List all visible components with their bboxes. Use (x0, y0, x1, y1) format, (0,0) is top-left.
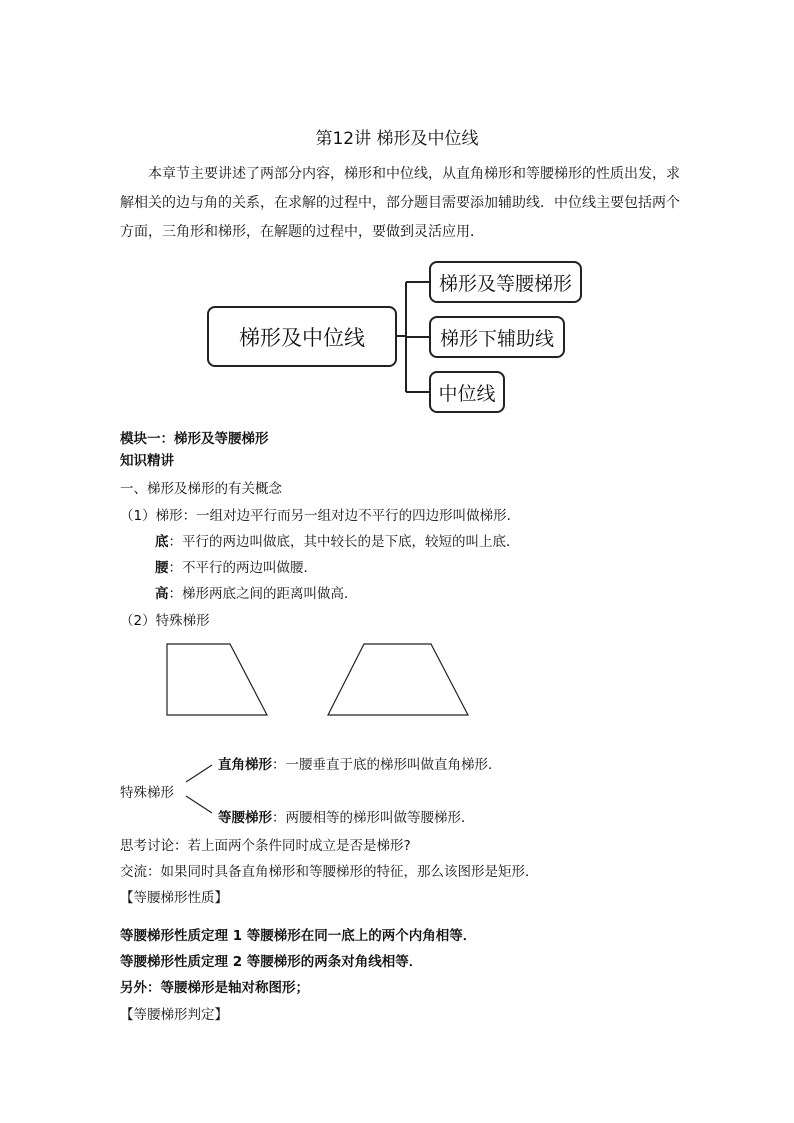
definition-label: 直角梯形 (218, 757, 272, 773)
mindmap-main-label: 梯形及中位线 (239, 325, 365, 350)
mindmap-branch-label: 梯形下辅助线 (439, 327, 554, 350)
module-heading: 模块一：梯形及等腰梯形 (120, 431, 269, 447)
definition-label: （1）梯形 (120, 508, 183, 524)
right-trapezoid-figure (167, 644, 267, 715)
special-trapezoid-label: 特殊梯形 (120, 785, 174, 801)
definition-label: 高 (155, 586, 169, 602)
definition-text: ：不平行的两边叫做腰． (168, 560, 317, 576)
judgement-heading: 【等腰梯形判定】 (120, 1007, 228, 1023)
also-note: 另外：等腰梯形是轴对称图形； (120, 980, 309, 996)
theorem-1: 等腰梯形性质定理 1 等腰梯形在同一底上的两个内角相等． (120, 928, 477, 944)
brace-line-upper (186, 765, 212, 782)
mindmap-branch-label: 中位线 (438, 382, 496, 405)
think-question: 思考讨论：若上面两个条件同时成立是否是梯形? (120, 838, 411, 854)
section-heading: 一、梯形及梯形的有关概念 (120, 481, 282, 497)
page-title: 第12讲 梯形及中位线 (315, 129, 479, 149)
definition-text: ：一腰垂直于底的梯形叫做直角梯形． (272, 757, 502, 773)
definition-text: ：平行的两边叫做底，其中较长的是下底，较短的叫上底． (168, 534, 520, 550)
definition-text: ：梯形两底之间的距离叫做高． (168, 586, 358, 602)
definition-label: 等腰梯形 (218, 810, 272, 826)
brace-line-lower (186, 796, 212, 813)
module-subheading: 知识精讲 (120, 453, 174, 469)
definition-text: ：一组对边平行而另一组对边不平行的四边形叫做梯形． (182, 508, 521, 524)
exchange-text: 交流：如果同时具备直角梯形和等腰梯形的特征，那么该图形是矩形． (120, 864, 539, 880)
special-trapezoid-heading: （2）特殊梯形 (120, 613, 210, 629)
mindmap-branch-label: 梯形及等腰梯形 (438, 272, 572, 295)
definition-label: 腰 (155, 560, 169, 576)
right-trapezoid-definition (218, 753, 502, 773)
intro-paragraph: 本章节主要讲述了两部分内容，梯形和中位线，从直角梯形和等腰梯形的性质出发，求解相关的边与角的关系，在求解的过程中，部分题目需要添加辅助线．中位线主要包括两个方面，三角形和梯形，在解题的过程中，要做到灵活应用． (120, 166, 680, 240)
property-heading: 【等腰梯形性质】 (120, 890, 228, 906)
isosceles-trapezoid-figure (328, 644, 468, 715)
definition-label: 底 (155, 534, 169, 550)
isosceles-trapezoid-definition (218, 806, 475, 826)
theorem-2: 等腰梯形性质定理 2 等腰梯形的两条对角线相等． (120, 954, 423, 970)
definition-text: ：两腰相等的梯形叫做等腰梯形． (272, 810, 475, 826)
